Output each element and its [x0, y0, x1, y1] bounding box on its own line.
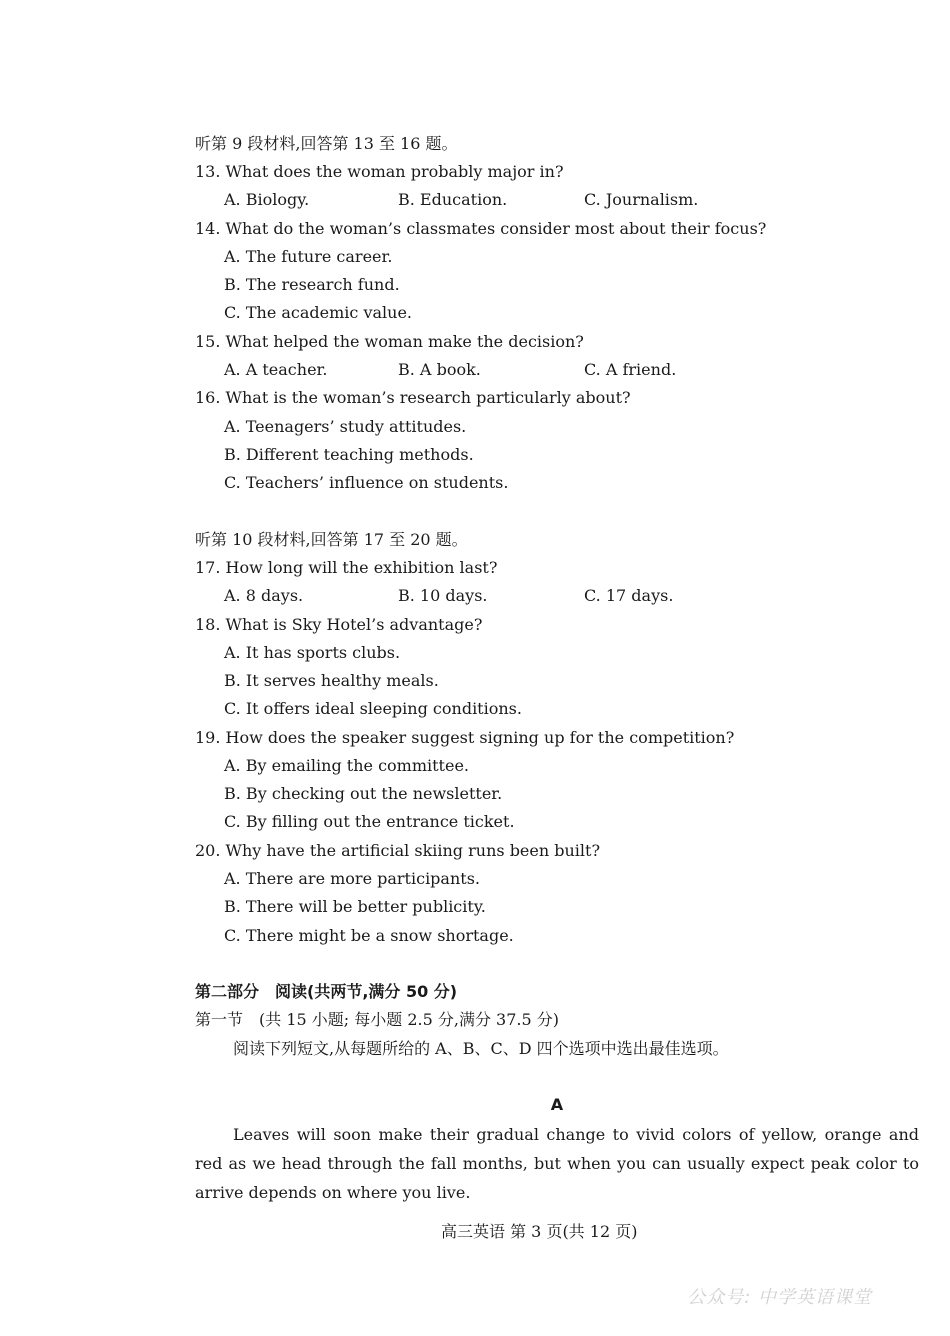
q17-option-c: C. 17 days. [584, 586, 674, 605]
q17-option-a: A. 8 days. [224, 586, 304, 605]
q17-option-b: B. 10 days. [398, 586, 488, 605]
section-instruction-9: 听第 9 段材料,回答第 13 至 16 题。 [195, 134, 458, 153]
q13-option-b: B. Education. [398, 190, 508, 209]
q19-option-a: A. By emailing the committee. [224, 756, 469, 775]
q16-option-a: A. Teenagers’ study attitudes. [224, 417, 467, 436]
q13-option-c: C. Journalism. [584, 190, 699, 209]
question-19-stem: 19. How does the speaker suggest signing up for the competition? [195, 728, 735, 747]
q18-option-a: A. It has sports clubs. [224, 643, 401, 662]
q14-option-c: C. The academic value. [224, 303, 413, 322]
section-instruction-10: 听第 10 段材料,回答第 17 至 20 题。 [195, 530, 468, 549]
passage-label: A [550, 1095, 564, 1114]
q20-option-a: A. There are more participants. [224, 869, 480, 888]
question-17-stem: 17. How long will the exhibition last? [195, 558, 498, 577]
q15-option-b: B. A book. [398, 360, 481, 379]
q16-option-b: B. Different teaching methods. [224, 445, 474, 464]
question-13-stem: 13. What does the woman probably major in? [195, 162, 564, 181]
part2-instruction: 阅读下列短文,从每题所给的 A、B、C、D 四个选项中选出最佳选项。 [233, 1039, 729, 1058]
watermark: 公众号: 中学英语课堂 [687, 1287, 872, 1308]
q15-option-c: C. A friend. [584, 360, 677, 379]
question-18-stem: 18. What is Sky Hotel’s advantage? [195, 615, 483, 634]
question-16-stem: 16. What is the woman’s research particularly about? [195, 388, 631, 407]
q18-option-c: C. It offers ideal sleeping conditions. [224, 699, 522, 718]
q20-option-c: C. There might be a snow shortage. [224, 926, 514, 945]
q16-option-c: C. Teachers’ influence on students. [224, 473, 509, 492]
q19-option-b: B. By checking out the newsletter. [224, 784, 503, 803]
q18-option-b: B. It serves healthy meals. [224, 671, 439, 690]
q15-option-a: A. A teacher. [224, 360, 328, 379]
part2-subheading: 第一节 (共 15 小题; 每小题 2.5 分,满分 37.5 分) [195, 1010, 559, 1029]
q20-option-b: B. There will be better publicity. [224, 897, 486, 916]
q13-option-a: A. Biology. [224, 190, 310, 209]
part2-heading: 第二部分 阅读(共两节,满分 50 分) [195, 982, 458, 1001]
q14-option-a: A. The future career. [224, 247, 393, 266]
page-footer: 高三英语 第 3 页(共 12 页) [441, 1222, 638, 1241]
question-14-stem: 14. What do the woman’s classmates consider most about their focus? [195, 219, 767, 238]
question-15-stem: 15. What helped the woman make the decision? [195, 332, 584, 351]
question-20-stem: 20. Why have the artificial skiing runs been built? [195, 841, 601, 860]
passage-text: Leaves will soon make their gradual change to vivid colors of yellow, orange and red as we head through the fall months, but when you can usually expect peak color to arrive depends on where you live. [195, 1125, 919, 1202]
q14-option-b: B. The research fund. [224, 275, 400, 294]
q19-option-c: C. By filling out the entrance ticket. [224, 812, 515, 831]
